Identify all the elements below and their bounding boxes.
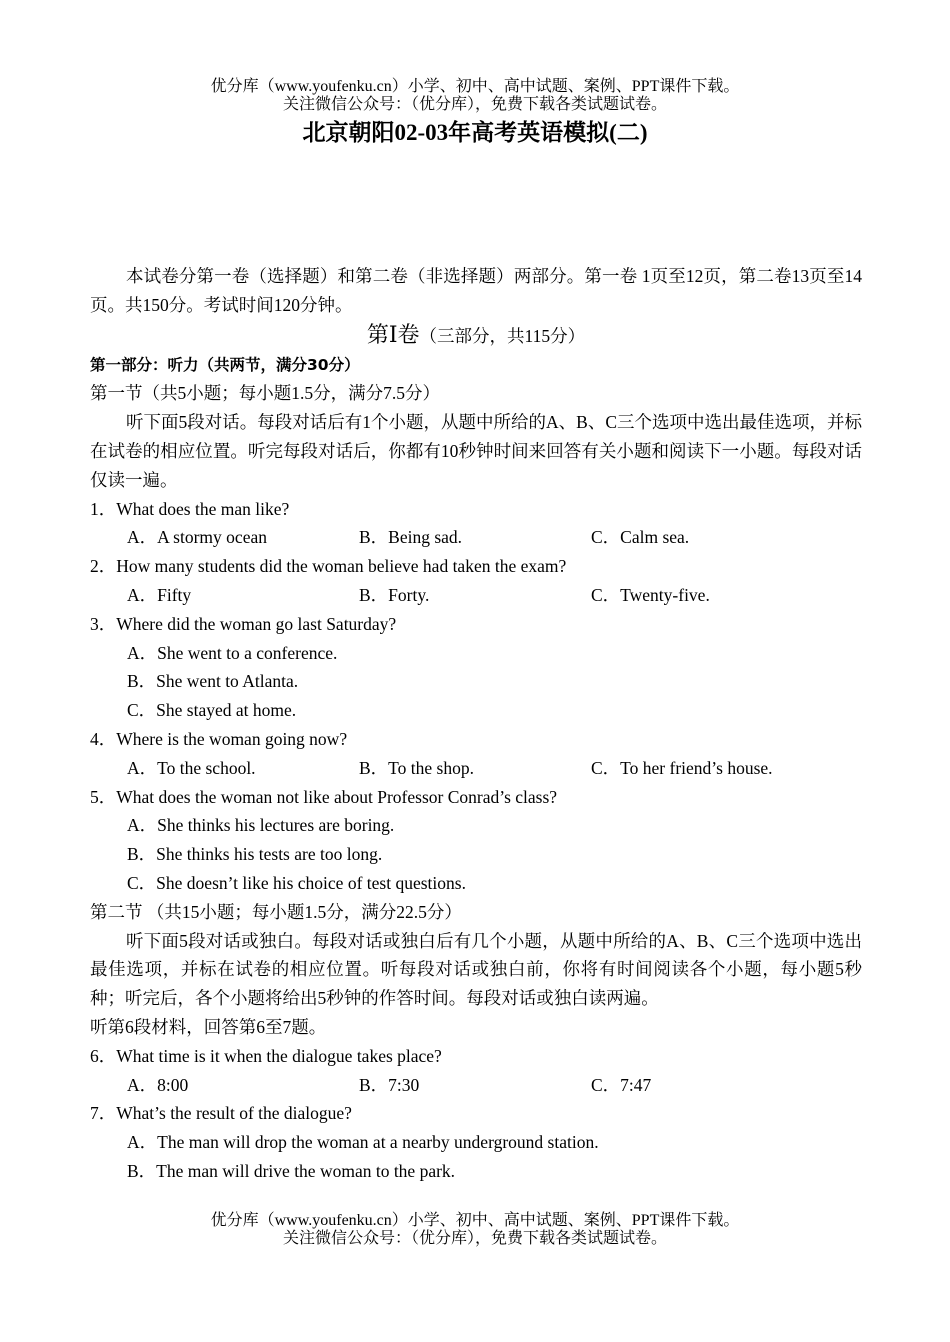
header-line-2: 关注微信公众号：（优分库），免费下载各类试题试卷。 xyxy=(282,96,667,113)
question-6-stem: 6．What time is it when the dialogue takes place? xyxy=(90,1045,442,1066)
question-2-option-c: C．Twenty-five. xyxy=(591,584,710,605)
question-2-stem: 2．How many students did the woman believe had taken the exam? xyxy=(90,556,567,577)
question-2-option-b: B．Forty. xyxy=(359,584,430,605)
question-4-option-b: B．To the shop. xyxy=(359,757,474,778)
question-1-stem: 1．What does the man like? xyxy=(90,498,290,519)
question-7-stem: 7．What’s the result of the dialogue? xyxy=(90,1103,352,1124)
section1-heading: 第一节（共5小题；每小题1.5分，满分7.5分） xyxy=(90,383,440,404)
question-1-option-a: A．A stormy ocean xyxy=(127,527,267,548)
footer-line-1: 优分库（www.youfenku.cn）小学、初中、高中试题、案例、PPT课件下载。 xyxy=(210,1212,740,1229)
question-1-option-b: B．Being sad. xyxy=(359,527,463,548)
question-2-options xyxy=(90,581,862,610)
page-footer xyxy=(0,1212,950,1248)
question-7-option-a: A．The man will drop the woman at a nearby underground station. xyxy=(127,1132,599,1153)
page-title: 北京朝阳02-03年高考英语模拟(二) xyxy=(302,120,648,145)
question-4-stem: 4．Where is the woman going now? xyxy=(90,728,348,749)
section2-heading: 第二节 （共15小题；每小题1.5分，满分22.5分） xyxy=(90,901,462,922)
question-6-option-c: C．7:47 xyxy=(591,1074,652,1095)
question-4-options xyxy=(90,754,862,783)
volume-name: 第Ⅰ卷 xyxy=(366,321,420,347)
section1-instructions: 听下面5段对话。每段对话后有1个小题，从题中所给的A、B、C三个选项中选出最佳选项，并标在试卷的相应位置。听完每段对话后，你都有10秒钟时间来回答有关小题和阅读下一小题。每段对话仅读一遍。 xyxy=(90,412,862,490)
footer-line-2: 关注微信公众号：（优分库），免费下载各类试题试卷。 xyxy=(282,1230,667,1247)
question-1-options xyxy=(90,523,862,552)
question-2-option-a: A．Fifty xyxy=(127,584,192,605)
question-1-option-c: C．Calm sea. xyxy=(591,527,690,548)
question-5-stem: 5．What does the woman not like about Professor Conrad’s class? xyxy=(90,786,558,807)
question-3-option-b: B．She went to Atlanta. xyxy=(127,671,299,692)
question-3-option-c: C．She stayed at home. xyxy=(127,700,297,721)
intro-paragraph: 本试卷分第一卷（选择题）和第二卷（非选择题）两部分。第一卷 1页至12页，第二卷13页至14页。共150分。考试时间120分钟。 xyxy=(90,266,862,315)
question-3-option-a: A．She went to a conference. xyxy=(127,642,338,663)
section2-instructions: 听下面5段对话或独白。每段对话或独白后有几个小题，从题中所给的A、B、C三个选项中选出最佳选项，并标在试卷的相应位置。听每段对话或独白前，你将有时间阅读各个小题，每小题5秒种；听完后，各个小题将给出5秒钟的作答时间。每段对话或独白读两遍。 xyxy=(90,930,862,1009)
question-5-option-a: A．She thinks his lectures are boring. xyxy=(127,815,395,836)
exam-body xyxy=(90,262,862,1186)
question-3-stem: 3．Where did the woman go last Saturday? xyxy=(90,613,397,634)
page-header xyxy=(0,78,950,114)
material-note: 听第6段材料，回答第6至7题。 xyxy=(90,1016,327,1037)
part1-heading: 第一部分：听力（共两节，满分30分） xyxy=(90,355,360,374)
volume-heading xyxy=(90,320,862,351)
question-5-option-b: B．She thinks his tests are too long. xyxy=(127,844,383,865)
question-7-option-b: B．The man will drive the woman to the park. xyxy=(127,1160,456,1181)
question-4-option-a: A．To the school. xyxy=(127,757,256,778)
question-6-option-b: B．7:30 xyxy=(359,1074,420,1095)
question-6-option-a: A．8:00 xyxy=(127,1074,189,1095)
question-5-option-c: C．She doesn’t like his choice of test questions. xyxy=(127,872,466,893)
header-line-1: 优分库（www.youfenku.cn）小学、初中、高中试题、案例、PPT课件下载。 xyxy=(210,78,740,95)
volume-note: （三部分，共115分） xyxy=(419,325,586,346)
question-6-options xyxy=(90,1071,862,1100)
question-4-option-c: C．To her friend’s house. xyxy=(591,757,773,778)
